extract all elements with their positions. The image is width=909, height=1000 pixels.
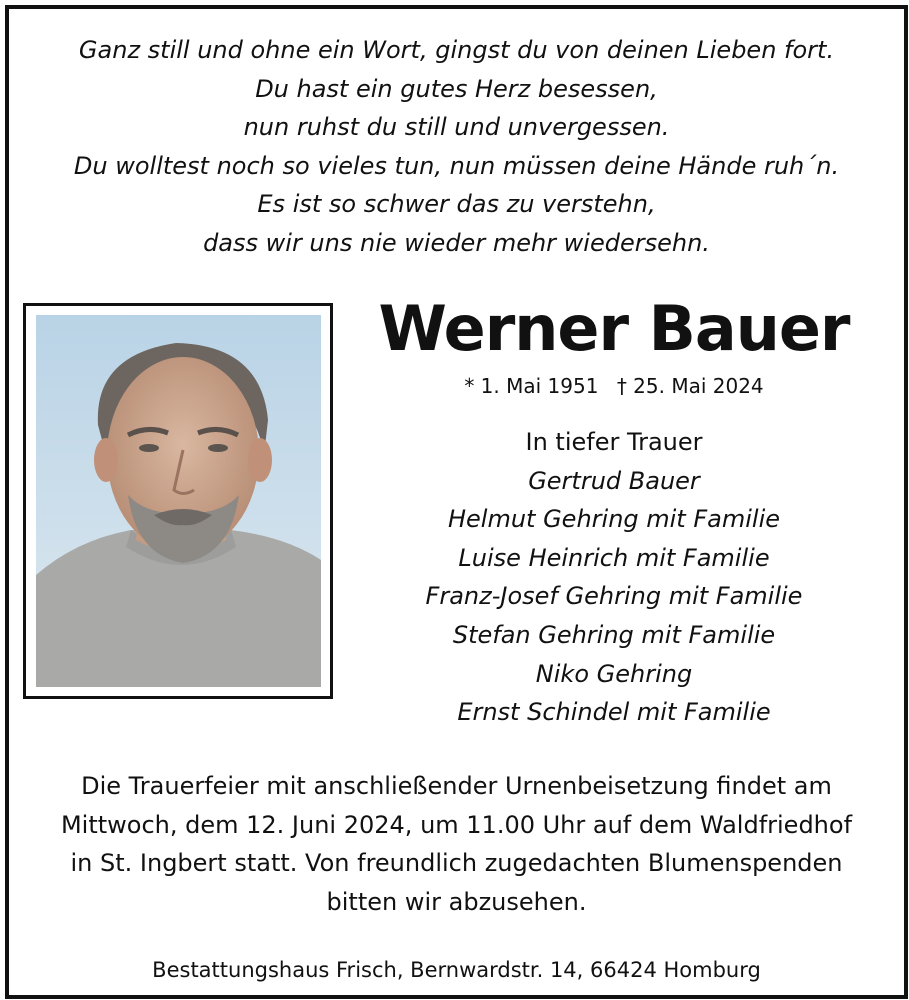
life-dates bbox=[364, 371, 864, 401]
mourner-name: Gertrud Bauer bbox=[528, 466, 700, 495]
mourner-name: Niko Gehring bbox=[535, 659, 693, 688]
portrait-photo bbox=[36, 315, 321, 687]
funeral-home: Bestattungshaus Frisch, Bernwardstr. 14, 66424 Homburg bbox=[152, 958, 761, 982]
ceremony-line: bitten wir abzusehen. bbox=[326, 887, 587, 916]
mourner-name: Franz-Josef Gehring mit Familie bbox=[425, 582, 803, 611]
poem-line: nun ruhst du still und unvergessen. bbox=[243, 113, 670, 141]
poem-line: dass wir uns nie wieder mehr wiedersehn. bbox=[203, 228, 710, 257]
poem-line: Es ist so schwer das zu verstehn, bbox=[257, 190, 656, 218]
poem bbox=[9, 31, 904, 262]
ceremony-line: Die Trauerfeier mit anschließender Urnenbeisetzung findet am bbox=[81, 772, 832, 800]
poem-line: Du hast ein gutes Herz besessen, bbox=[255, 74, 658, 103]
mourner-name: Luise Heinrich mit Familie bbox=[458, 543, 770, 572]
mourner-name: Stefan Gehring mit Familie bbox=[452, 620, 776, 649]
portrait-frame bbox=[23, 303, 333, 699]
mourner-name: Helmut Gehring mit Familie bbox=[447, 505, 781, 534]
obituary-frame bbox=[5, 5, 908, 999]
birth-date: * 1. Mai 1951 bbox=[464, 374, 599, 398]
death-date: † 25. Mai 2024 bbox=[616, 374, 764, 398]
mourners-list bbox=[364, 423, 864, 732]
ceremony-line: Mittwoch, dem 12. Juni 2024, um 11.00 Uhr auf dem Waldfriedhof bbox=[60, 810, 853, 839]
mourners-heading: In tiefer Trauer bbox=[525, 428, 703, 456]
poem-line: Ganz still und ohne ein Wort, gingst du von deinen Lieben fort. bbox=[78, 36, 835, 64]
ceremony-line: in St. Ingbert statt. Von freundlich zugedachten Blumenspenden bbox=[70, 849, 843, 877]
mourner-name: Ernst Schindel mit Familie bbox=[457, 698, 771, 727]
deceased-name: Werner Bauer bbox=[378, 292, 850, 365]
poem-line: Du wolltest noch so vieles tun, nun müssen deine Hände ruh´n. bbox=[73, 151, 840, 180]
ceremony-notice bbox=[9, 767, 904, 921]
